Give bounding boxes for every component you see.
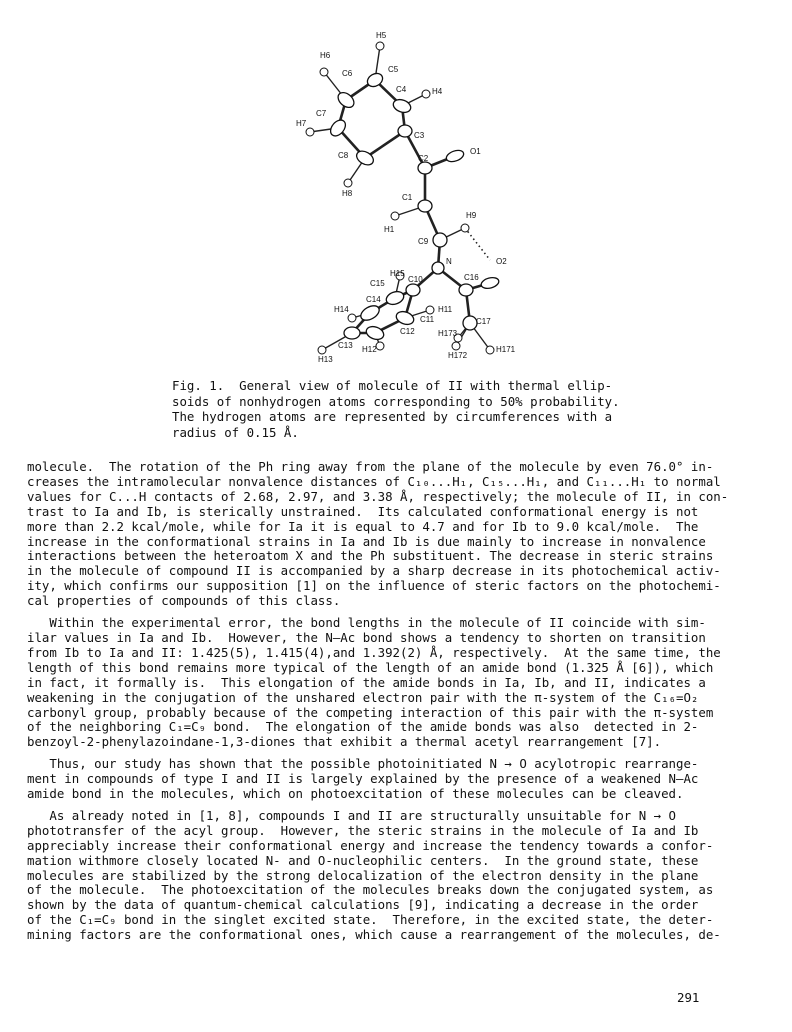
atom-label: H4 xyxy=(432,87,443,96)
atom-label: H173 xyxy=(438,329,458,338)
atom-label: C11 xyxy=(420,315,435,324)
atom-label: H7 xyxy=(296,119,307,128)
text-line: of the neighboring C₁=C₉ bond. The elongation of the amide bonds was also detected in 2- xyxy=(27,719,699,735)
atom-label: C13 xyxy=(338,341,353,350)
atom-label: C14 xyxy=(366,295,381,304)
text-line: phototransfer of the acyl group. However, the steric strains in the molecule of Ia and Ib xyxy=(27,822,699,838)
text-line: appreciably increase their conformational energy and increase the tendency towards a confor- xyxy=(27,837,714,853)
text-line: mining factors are the conformational ones, which cause a rearrangement of the molecules, de- xyxy=(27,927,721,943)
text-line: shown by the data of quantum-chemical calculations [9], indicating a decrease in the order xyxy=(27,897,699,913)
paragraph xyxy=(27,809,769,943)
atom-label: C2 xyxy=(418,154,429,163)
atom-label: H8 xyxy=(342,189,353,198)
page-number: 291 xyxy=(677,990,700,1005)
caption-line: radius of 0.15 Å. xyxy=(172,424,299,440)
atom-label: C17 xyxy=(476,317,491,326)
atom-label: C5 xyxy=(388,65,399,74)
text-line: values for C...H contacts of 2.68, 2.97, and 3.38 Å, respectively; the molecule of II, in con- xyxy=(27,488,729,504)
atom-label: H171 xyxy=(496,345,516,354)
molecule-figure xyxy=(280,28,540,373)
text-line: of the C₁=C₉ bond in the singlet excited state. Therefore, in the excited state, the deter- xyxy=(27,912,714,928)
text-line: ment in compounds of type I and II is largely explained by the presence of a weakened N—Ac xyxy=(27,771,699,787)
atom-label: C9 xyxy=(418,237,429,246)
caption-line: soids of nonhydrogen atoms corresponding to 50% probability. xyxy=(172,393,620,409)
caption-line: The hydrogen atoms are represented by circumferences with a xyxy=(172,409,613,424)
thermal-ellipsoid-diagram xyxy=(280,28,540,373)
text-line: ity, which confirms our supposition [1] on the influence of steric factors on the photochemi- xyxy=(27,578,721,594)
atom-label: C12 xyxy=(400,327,415,336)
text-line: molecules are stabilized by the strong delocalization of the electron density in the plane xyxy=(27,867,699,883)
paragraph xyxy=(27,616,769,750)
text-line: length of this bond remains more typical of the length of an amide bond (1.325 Å [6]), which xyxy=(27,659,714,675)
paragraph xyxy=(27,757,769,802)
atom-label: H9 xyxy=(466,211,477,220)
atom-label: H6 xyxy=(320,51,331,60)
atom-label: C16 xyxy=(464,273,479,282)
text-line: more than 2.2 kcal/mole, while for Ia it is equal to 4.7 and for Ib to 9.0 kcal/mole. The xyxy=(27,518,699,534)
atom-label: H1 xyxy=(384,225,395,234)
atom-label: C7 xyxy=(316,109,327,118)
text-line: of the molecule. The photoexcitation of the molecules breaks down the conjugated system, as xyxy=(27,882,714,898)
caption-line: Fig. 1. General view of molecule of II with thermal ellip- xyxy=(172,378,613,393)
text-line: in fact, it formally is. This elongation of the amide bonds in Ia, Ib, and II, indicates a xyxy=(27,674,706,690)
text-line: interactions between the heteroatom X and the Ph substituent. The decrease in steric strains xyxy=(27,548,714,564)
article-body xyxy=(27,460,769,950)
text-line: Thus, our study has shown that the possible photoinitiated N → O acylotropic rearrange- xyxy=(27,756,699,772)
paragraph xyxy=(27,460,769,609)
atom-label: H11 xyxy=(438,305,453,314)
atom-label: H13 xyxy=(318,355,333,364)
atom-label: C3 xyxy=(414,131,425,140)
atom-label: H12 xyxy=(362,345,377,354)
atom-label: C10 xyxy=(408,275,423,284)
atom-label: H5 xyxy=(376,31,387,40)
text-line: carbonyl group, probably because of the competing interaction of this pair with the π-system xyxy=(27,704,714,720)
ellipsoid-atoms xyxy=(328,71,500,342)
text-line: molecule. The rotation of the Ph ring away from the plane of the molecule by even 76.0° in- xyxy=(27,459,714,474)
text-line: As already noted in [1, 8], compounds I and II are structurally unsuitable for N → O xyxy=(27,807,677,823)
text-line: weakening in the conjugation of the unshared electron pair with the π-system of the C₁₆=O₂ xyxy=(27,689,699,705)
text-line: ilar values in Ia and Ib. However, the N—Ac bond shows a tendency to shorten on transition xyxy=(27,629,706,645)
atom-label: H14 xyxy=(334,305,349,314)
atom-label: C4 xyxy=(396,85,407,94)
atom-label: C1 xyxy=(402,193,413,202)
text-line: cal properties of compounds of this class. xyxy=(27,593,341,609)
text-line: benzoyl-2-phenylazoindane-1,3-diones that exhibit a thermal acetyl rearrangement [7]. xyxy=(27,734,662,750)
text-line: in the molecule of compound II is accompanied by a sharp decrease in its photochemical activ- xyxy=(27,563,721,579)
text-line: mation withmore closely located N- and O-nucleophilic centers. In the ground state, these xyxy=(27,852,699,868)
text-line: trast to Ia and Ib, is sterically unstrained. Its calculated conformational energy is not xyxy=(27,503,699,519)
text-line: amide bond in the molecules, which on photoexcitation of these molecules can be cleaved. xyxy=(27,786,684,802)
atom-label: O2 xyxy=(496,257,507,266)
atom-label: C8 xyxy=(338,151,349,160)
text-line: creases the intramolecular nonvalence distances of C₁₀...H₁, C₁₅...H₁, and C₁₁...H₁ to normal xyxy=(27,473,721,489)
atom-label: N xyxy=(446,257,452,266)
text-line: from Ib to Ia and II: 1.425(5), 1.415(4),and 1.392(2) Å, respectively. At the same time, the xyxy=(27,644,721,660)
text-line: Within the experimental error, the bond lengths in the molecule of II coincide with sim- xyxy=(27,615,706,631)
atom-label: H172 xyxy=(448,351,468,360)
atom-label: C6 xyxy=(342,69,353,78)
atom-label: O1 xyxy=(470,147,481,156)
atom-label: C15 xyxy=(370,279,385,288)
figure-caption xyxy=(172,378,620,440)
text-line: increase in the conformational strains in Ia and Ib is due mainly to increase in nonvalence xyxy=(27,533,706,549)
atom-label: H15 xyxy=(390,269,405,278)
